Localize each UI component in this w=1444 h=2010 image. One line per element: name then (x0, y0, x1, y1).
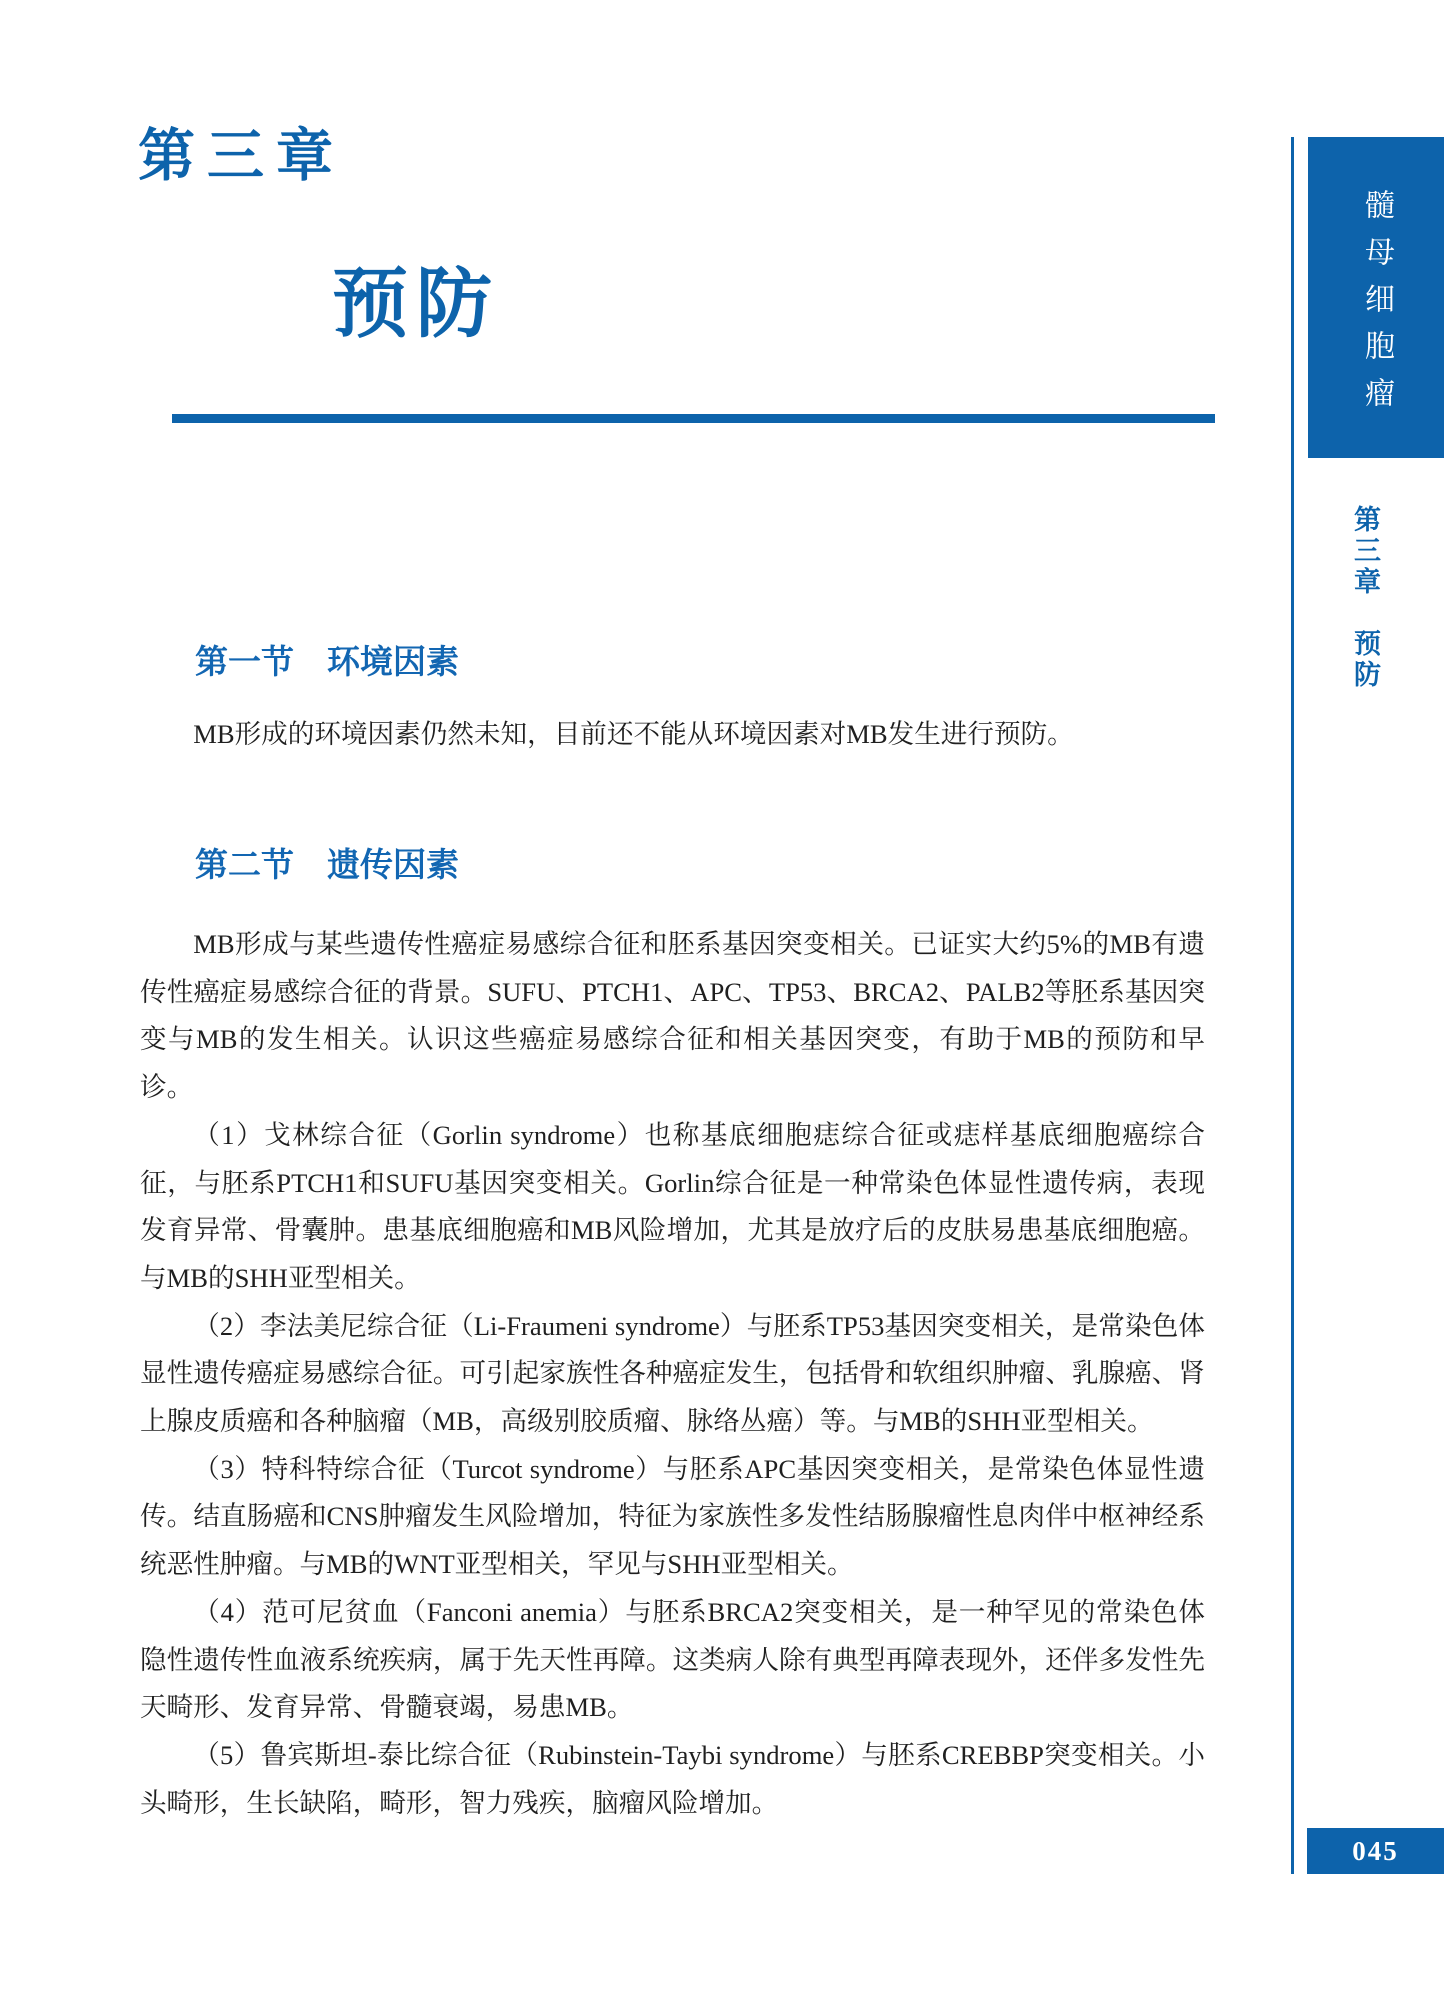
paragraph: （5）鲁宾斯坦-泰比综合征（Rubinstein-Taybi syndrome）与胚系CREBBP突变相关。小头畸形，生长缺陷，畸形，智力残疾，脑瘤风险增加。 (140, 1739, 1205, 1818)
section-2-heading: 第二节 遗传因素 (195, 848, 459, 884)
paragraph: （3）特科特综合征（Turcot syndrome）与胚系APC基因突变相关，是常染色体显性遗传。结直肠癌和CNS肿瘤发生风险增加，特征为家族性多发性结肠腺瘤性息肉伴中枢神经系统恶性肿瘤。与MB的WNT亚型相关，罕见与SHH亚型相关。 (140, 1453, 1205, 1580)
section-2-body (140, 921, 1205, 1827)
paragraph: MB形成的环境因素仍然未知，目前还不能从环境因素对MB发生进行预防。 (193, 719, 1074, 749)
section-1-heading: 第一节 环境因素 (195, 645, 459, 681)
sidebar-divider-line (1291, 137, 1294, 1874)
page-number-badge (1307, 1828, 1444, 1874)
chapter-title: 预防 (332, 259, 500, 348)
sidebar-book-title-vertical: 髓母细胞瘤 (1359, 189, 1394, 424)
paragraph: （1）戈林综合征（Gorlin syndrome）也称基底细胞痣综合征或痣样基底细胞癌综合征，与胚系PTCH1和SUFU基因突变相关。Gorlin综合征是一种常染色体显性遗传病，表现发育异常、骨囊肿。患基底细胞癌和MB风险增加，尤其是放疗后的皮肤易患基底细胞癌。与MB的SHH亚型相关。 (140, 1119, 1205, 1293)
sidebar-book-tab (1308, 137, 1444, 458)
section-1-body (140, 711, 1205, 759)
paragraph: MB形成与某些遗传性癌症易感综合征和胚系基因突变相关。已证实大约5%的MB有遗传性癌症易感综合征的背景。SUFU、PTCH1、APC、TP53、BRCA2、PALB2等胚系基因突变与MB的发生相关。认识这些癌症易感综合征和相关基因突变，有助于MB的预防和早诊。 (140, 929, 1205, 1103)
chapter-number-label: 第三章 (138, 123, 345, 189)
page-number: 045 (1352, 1835, 1399, 1866)
paragraph: （2）李法美尼综合征（Li-Fraumeni syndrome）与胚系TP53基因突变相关，是常染色体显性遗传癌症易感综合征。可引起家族性各种癌症发生，包括骨和软组织肿瘤、乳腺癌、肾上腺皮质癌和各种脑瘤（MB，高级别胶质瘤、脉络丛癌）等。与MB的SHH亚型相关。 (140, 1310, 1205, 1437)
chapter-title-rule (172, 414, 1215, 423)
sidebar-running-header: 第三章 预防 (1350, 505, 1380, 691)
paragraph: （4）范可尼贫血（Fanconi anemia）与胚系BRCA2突变相关，是一种罕见的常染色体隐性遗传性血液系统疾病，属于先天性再障。这类病人除有典型再障表现外，还伴多发性先天畸形、发育异常、骨髓衰竭，易患MB。 (140, 1596, 1205, 1723)
